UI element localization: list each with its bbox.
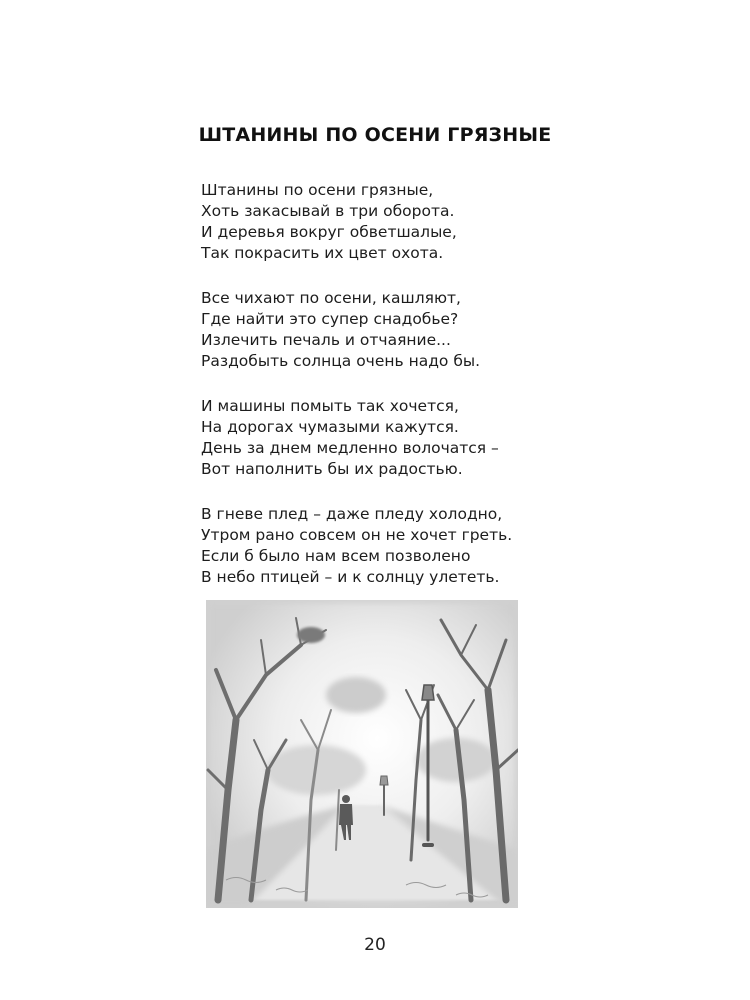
poem-line: В гневе плед – даже пледу холодно, [201, 505, 503, 523]
poem-line: Если б было нам всем позволено [201, 547, 471, 565]
poem-line: Утром рано совсем он не хочет греть. [201, 526, 513, 544]
poem-body [201, 180, 621, 612]
poem-title: ШТАНИНЫ ПО ОСЕНИ ГРЯЗНЫЕ [198, 124, 552, 146]
poem-line: Хоть закасывай в три оборота. [201, 202, 455, 220]
poem-line: В небо птицей – и к солнцу улететь. [201, 568, 500, 586]
poem-line: Где найти это супер снадобье? [201, 310, 459, 328]
poem-line: И машины помыть так хочется, [201, 397, 459, 415]
poem-line: Вот наполнить бы их радостью. [201, 460, 463, 478]
poem-line: И деревья вокруг обветшалые, [201, 223, 457, 241]
poem-line: На дорогах чумазыми кажутся. [201, 418, 459, 436]
poem-line: Штанины по осени грязные, [201, 181, 434, 199]
poem-line: Раздобыть солнца очень надо бы. [201, 352, 481, 370]
autumn-park-sketch [206, 600, 518, 908]
poem-line: Так покрасить их цвет охота. [201, 244, 444, 262]
poem-line: День за днем медленно волочатся – [201, 439, 499, 457]
page-number: 20 [364, 935, 386, 955]
stanza [201, 396, 621, 480]
poem-line: Излечить печаль и отчаяние... [201, 331, 451, 349]
stanza [201, 180, 621, 264]
stanza [201, 288, 621, 372]
poem-line: Все чихают по осени, кашляют, [201, 289, 461, 307]
stanza [201, 504, 621, 588]
